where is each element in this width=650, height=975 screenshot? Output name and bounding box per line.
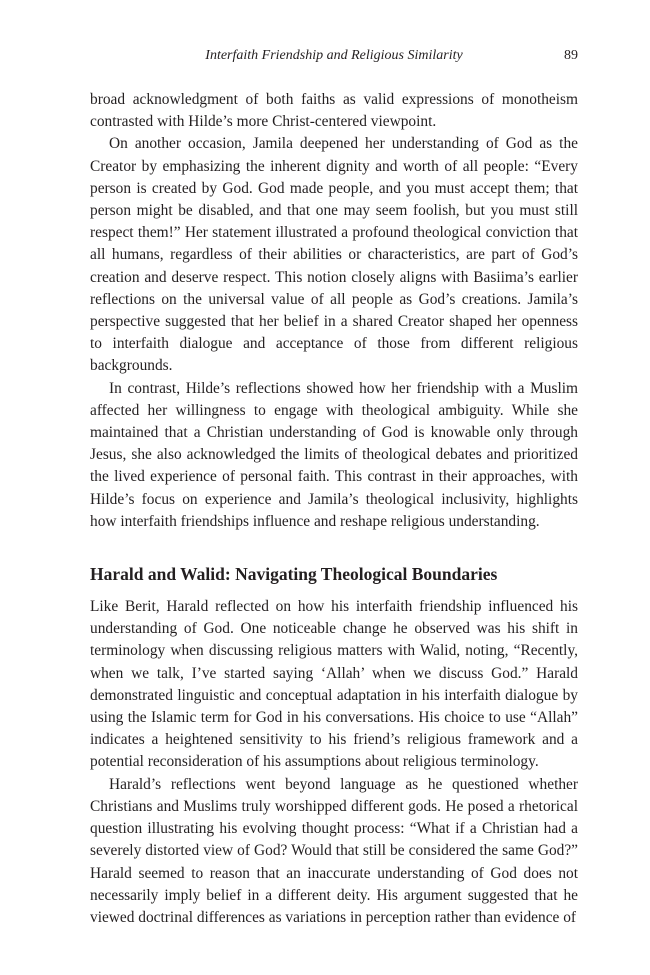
running-header bbox=[90, 46, 578, 66]
section-heading: Harald and Walid: Navigating Theological Boundaries bbox=[90, 564, 498, 585]
paragraph: In contrast, Hilde’s reflections showed how her friendship with a Muslim affected her willingness to engage with theological ambiguity. While she maintained that a Christian understanding of God is knowable only through Jesus, she also acknowledged the limits of theological debates and prioritized the lived experience of personal faith. This contrast in their approaches, with Hilde’s focus on experience and Jamila’s theological inclusivity, highlights how interfaith friendships influence and reshape religious understanding. bbox=[90, 379, 578, 530]
running-title: Interfaith Friendship and Religious Similarity bbox=[205, 48, 463, 63]
paragraph: Like Berit, Harald reflected on how his interfaith friendship influenced his understanding of God. One noticeable change he observed was his shift in terminology when discussing religious matters with Walid, noting, “Recently, when we talk, I’ve started saying ‘Allah’ when we discuss God.” Harald demonstrated linguistic and conceptual adaptation in his interfaith dialogue by using the Islamic term for God in his conversations. His choice to use “Allah” indicates a heightened sensitivity to his friend’s religious framework and a potential reconsideration of his assumptions about religious terminology. bbox=[90, 598, 578, 771]
body-text bbox=[90, 89, 578, 929]
paragraph: broad acknowledgment of both faiths as valid expressions of monotheism contrasted with Hilde’s more Christ-centered viewpoint. bbox=[90, 91, 578, 131]
paragraph: Harald’s reflections went beyond language as he questioned whether Christians and Muslims truly worshipped different gods. He posed a rhetorical question illustrating his evolving thought process: “What if a Christian had a severely distorted view of God? Would that still be considered the same God?” Harald seemed to reason that an inaccurate understanding of God does not necessarily imply belief in a different deity. His argument suggested that he viewed doctrinal differences as variations in perception rather than evidence of bbox=[90, 775, 578, 926]
paragraph: On another occasion, Jamila deepened her understanding of God as the Creator by emphasizing the inherent dignity and worth of all people: “Every person is created by God. God made people, and you must accept them; that person might be disabled, and that one may seem foolish, but you must still respect them!” Her statement illustrated a profound theological conviction that all humans, regardless of their abilities or characteristics, are part of God’s creation and deserve respect. This notion closely aligns with Basiima’s earlier reflections on the universal value of all people as God’s creations. Jamila’s perspective suggested that her belief in a shared Creator shaped her openness to interfaith dialogue and acceptance of those from different religious backgrounds. bbox=[90, 135, 578, 375]
page-number: 89 bbox=[564, 48, 578, 63]
